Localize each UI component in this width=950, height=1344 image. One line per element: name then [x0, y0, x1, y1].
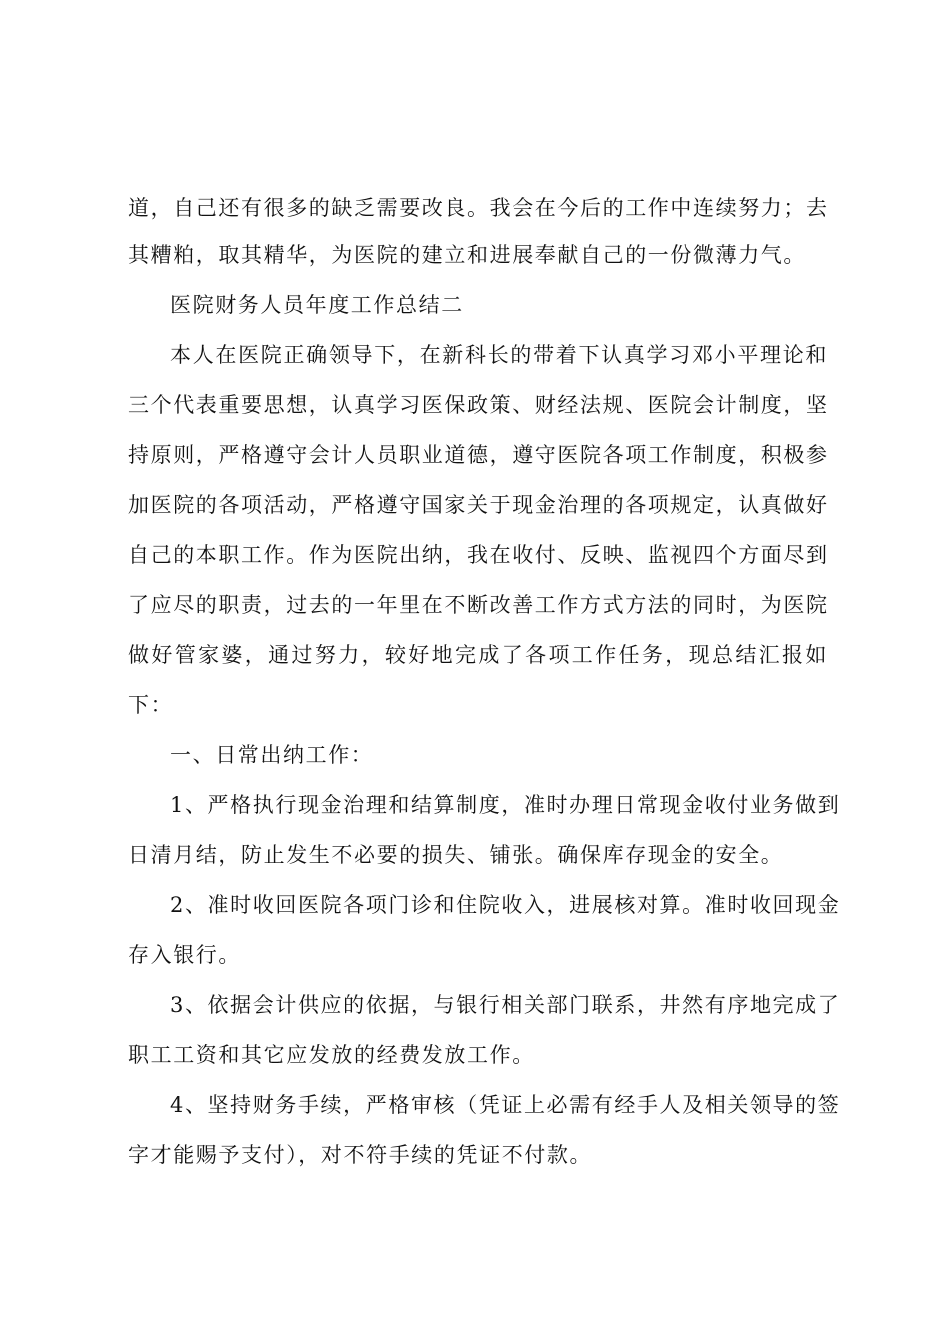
text-line: 自己的本职工作。作为医院出纳，我在收付、反映、监视四个方面尽到: [128, 543, 829, 567]
list-item-line: 存入银行。: [128, 943, 241, 967]
list-item-line: 3、依据会计供应的依据，与银行相关部门联系，井然有序地完成了: [170, 993, 841, 1017]
text-line: 道，自己还有很多的缺乏需要改良。我会在今后的工作中连续努力；去: [128, 196, 829, 220]
text-line: 三个代表重要思想，认真学习医保政策、财经法规、医院会计制度，坚: [128, 393, 829, 417]
text-line: 了应尽的职责，过去的一年里在不断改善工作方式方法的同时，为医院: [128, 593, 829, 617]
list-item-line: 职工工资和其它应发放的经费发放工作。: [128, 1043, 535, 1067]
text-line: 下：: [128, 693, 174, 717]
text-line: 持原则，严格遵守会计人员职业道德，遵守医院各项工作制度，积极参: [128, 443, 829, 467]
text-line: 加医院的各项活动，严格遵守国家关于现金治理的各项规定，认真做好: [128, 493, 829, 517]
list-item-line: 4、坚持财务手续，严格审核（凭证上必需有经手人及相关领导的签: [170, 1093, 841, 1117]
list-item-line: 2、准时收回医院各项门诊和住院收入，进展核对算。准时收回现金: [170, 893, 841, 917]
section-heading: 医院财务人员年度工作总结二: [170, 293, 464, 317]
list-item-line: 1、严格执行现金治理和结算制度，准时办理日常现金收付业务做到: [170, 793, 841, 817]
text-line: 其糟粕，取其精华，为医院的建立和进展奉献自己的一份微薄力气。: [128, 243, 806, 267]
list-item-line: 日清月结，防止发生不必要的损失、铺张。确保库存现金的安全。: [128, 843, 784, 867]
text-line: 做好管家婆，通过努力，较好地完成了各项工作任务，现总结汇报如: [128, 643, 828, 667]
list-item-line: 字才能赐予支付），对不符手续的凭证不付款。: [128, 1143, 593, 1167]
text-line: 本人在医院正确领导下，在新科长的带着下认真学习邓小平理论和: [170, 343, 828, 367]
section-heading: 一、日常出纳工作：: [170, 743, 374, 767]
